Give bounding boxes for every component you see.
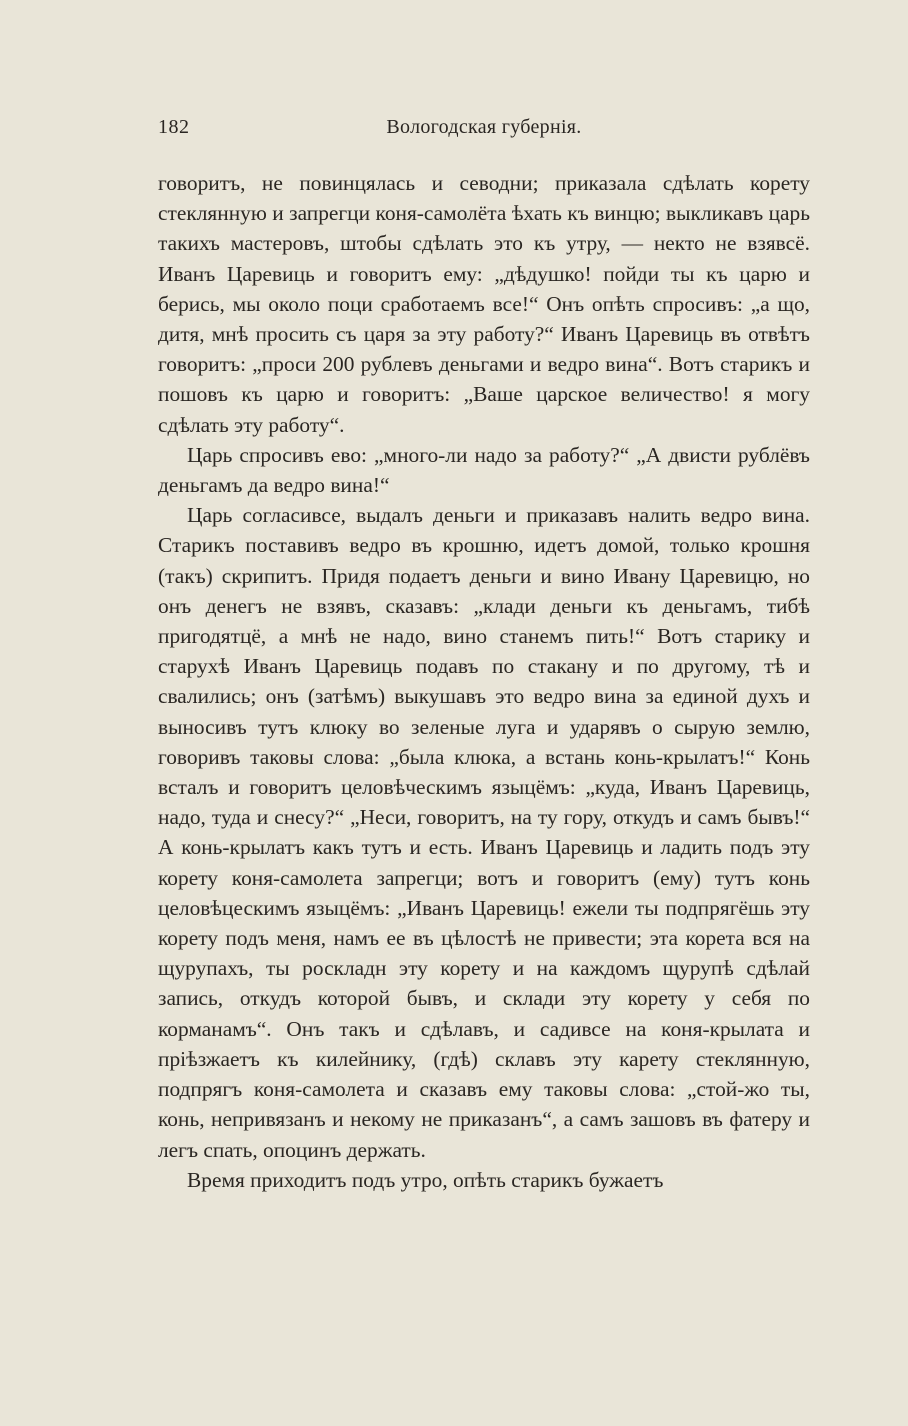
running-title: Вологодская губернія. [386, 116, 582, 138]
page-header [158, 116, 810, 146]
paragraph: говоритъ, не повинцялась и севодни; приказала сдѣлать корету стеклянную и запрегци коня-самолёта ѣхать къ винцю; выкликавъ царь такихъ мастеровъ, штобы сдѣлать это къ утру, — некто не взявсё. Иванъ Царевиць и говоритъ ему: „дѣдушко! пойди ты къ царю и берись, мы около поци сработаемъ все!“ Онъ опѣть спросивъ: „а що, дитя, мнѣ просить съ царя за эту работу?“ Иванъ Царевиць въ отвѣтъ говоритъ: „проси 200 рублевъ деньгами и ведро вина“. Вотъ старикъ и пошовъ къ царю и говоритъ: „Ваше царское величество! я могу сдѣлать эту работу“. [158, 171, 810, 437]
paragraph: Царь согласивсе, выдалъ деньги и приказавъ налить ведро вина. Старикъ поставивъ ведро въ крошню, идетъ домой, только крошня (такъ) скрипитъ. Придя подаетъ деньги и вино Ивану Царевицю, но онъ денегъ не взявъ, сказавъ: „клади деньги къ деньгамъ, тибѣ пригодятцё, а мнѣ не надо, вино станемъ пить!“ Вотъ старику и старухѣ Иванъ Царевиць подавъ по стакану и по другому, тѣ и свалились; онъ (затѣмъ) выкушавъ это ведро вина за единой духъ и выносивъ тутъ клюку во зеленые луга и ударявъ о сырую землю, говоривъ таковы слова: „была клюка, а встань конь-крылатъ!“ Конь всталъ и говоритъ целовѣческимъ языцёмъ: „куда, Иванъ Царевиць, надо, туда и снесу?“ „Неси, говоритъ, на ту гору, откудъ и самъ бывъ!“ А конь-крылатъ какъ тутъ и есть. Иванъ Царевиць и ладить подъ эту корету коня-самолета запрегци; вотъ и говоритъ (ему) тутъ конь целовѣцескимъ языцёмъ: „Иванъ Царевиць! ежели ты подпрягёшь эту корету подъ меня, намъ ее въ цѣлостѣ не привести; эта корета вся на щурупахъ, ты роскладн эту корету и на каждомъ щурупѣ сдѣлай запись, откудъ которой бывъ, и склади эту корету у себя по корманамъ“. Онъ такъ и сдѣлавъ, и садивсе на коня-крылата и пріѣзжаетъ къ килейнику, (гдѣ) склавъ эту карету стеклянную, подпрягъ коня-самолета и сказавъ ему таковы слова: „стой-жо ты, конь, непривязанъ и некому не приказанъ“, а самъ зашовъ въ фатеру и легъ спать, опоцинъ держать. [158, 503, 810, 1162]
paragraph: Царь спросивъ ево: „много-ли надо за работу?“ „А двисти рублёвъ деньгамъ да ведро вина!“ [158, 442, 810, 498]
page-number: 182 [158, 116, 190, 138]
paragraph: Время приходитъ подъ утро, опѣть старикъ бужаетъ [187, 1167, 664, 1192]
body-text [158, 168, 810, 1195]
